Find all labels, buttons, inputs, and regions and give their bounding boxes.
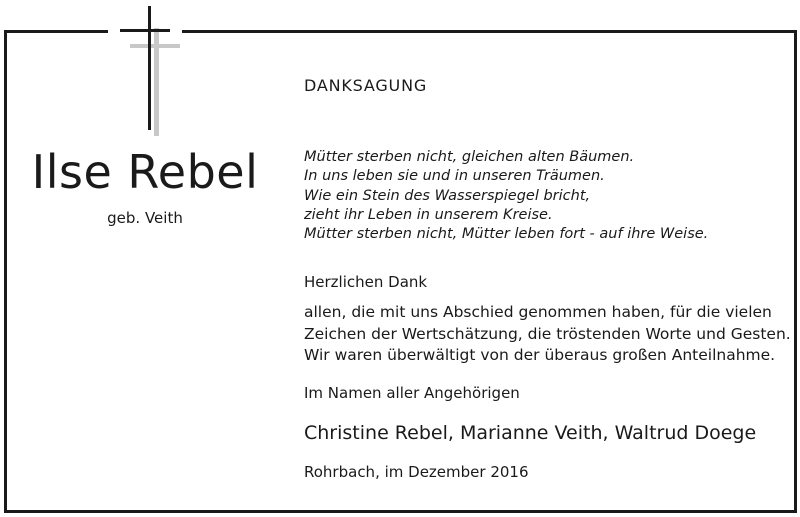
birth-name: geb. Veith — [107, 209, 183, 227]
place-date: Rohrbach, im Dezember 2016 — [304, 463, 529, 481]
thanks-line: allen, die mit uns Abschied genommen haben, für die vielen — [304, 303, 772, 321]
thanks-line: Wir waren überwältigt von der überaus großen Anteilnahme. — [304, 346, 776, 364]
frame-left-border — [4, 30, 7, 513]
signatories: Christine Rebel, Marianne Veith, Waltrud Doege — [304, 422, 757, 444]
deceased-block — [20, 142, 270, 228]
on-behalf-line: Im Namen aller Angehörigen — [304, 384, 520, 402]
poem-line: Mütter sterben nicht, gleichen alten Bäumen. — [304, 149, 635, 165]
cross-icon — [118, 6, 182, 136]
notice-heading: DANKSAGUNG — [304, 76, 428, 95]
frame-top-right-border — [182, 30, 796, 33]
frame-bottom-border — [4, 510, 797, 513]
frame-right-border — [794, 30, 797, 513]
poem — [304, 148, 708, 244]
poem-line: In uns leben sie und in unseren Träumen. — [304, 168, 605, 185]
poem-line: zieht ihr Leben in unserem Kreise. — [304, 206, 553, 223]
poem-line: Mütter sterben nicht, Mütter leben fort - auf ihre Weise. — [304, 226, 709, 243]
deceased-name: Ilse Rebel — [31, 145, 259, 199]
thanks-text — [304, 302, 791, 367]
poem-line: Wie ein Stein des Wasserspiegel bricht, — [304, 187, 591, 204]
frame-top-left-border — [4, 30, 108, 33]
thanks-line: Zeichen der Wertschätzung, die tröstenden Worte und Gesten. — [304, 324, 791, 343]
thanks-title: Herzlichen Dank — [304, 273, 428, 291]
